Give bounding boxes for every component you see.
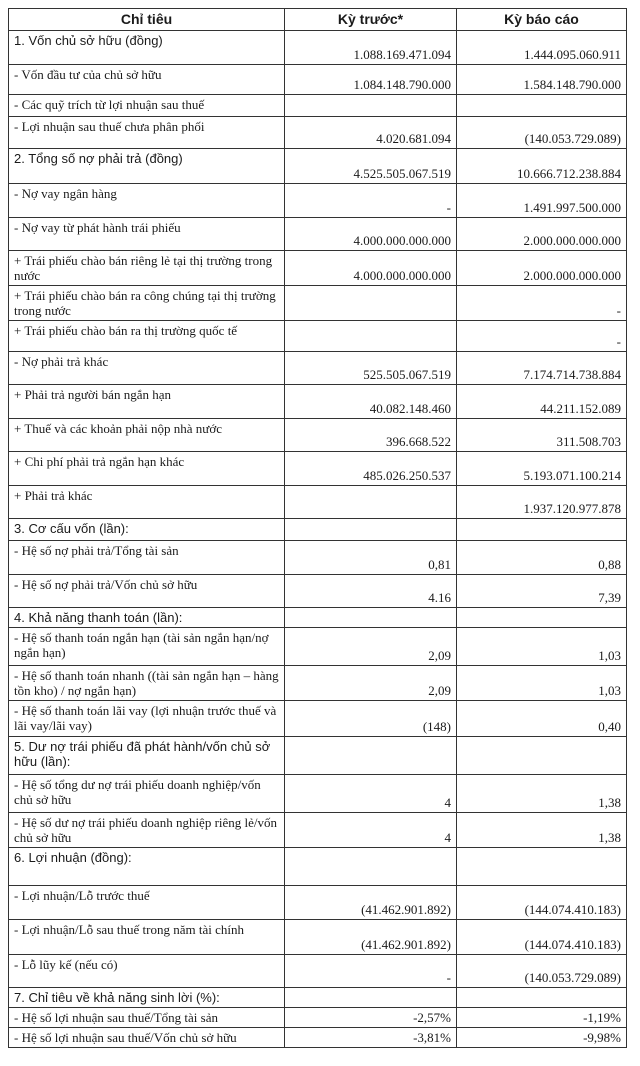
reporting-period-value: (140.053.729.089)	[457, 117, 627, 149]
reporting-period-value: -1,19%	[457, 1008, 627, 1028]
row-label: - Nợ vay ngân hàng	[9, 184, 285, 218]
row-label: - Hệ số lợi nhuận sau thuế/Vốn chủ sở hữu	[9, 1028, 285, 1048]
previous-period-value	[285, 286, 457, 321]
reporting-period-value	[457, 848, 627, 886]
reporting-period-value: 1.584.148.790.000	[457, 65, 627, 95]
section-heading: 5. Dư nợ trái phiếu đã phát hành/vốn chủ sở hữu (lần):	[9, 737, 285, 775]
previous-period-value: 0,81	[285, 541, 457, 575]
reporting-period-value: (144.074.410.183)	[457, 886, 627, 920]
row-label: - Các quỹ trích từ lợi nhuận sau thuế	[9, 95, 285, 117]
reporting-period-value: 1,03	[457, 666, 627, 701]
section-heading: 1. Vốn chủ sở hữu (đồng)	[9, 31, 285, 65]
reporting-period-value: -9,98%	[457, 1028, 627, 1048]
previous-period-value: -	[285, 184, 457, 218]
previous-period-value: 1.088.169.471.094	[285, 31, 457, 65]
previous-period-value	[285, 95, 457, 117]
header-row	[9, 9, 627, 31]
reporting-period-value: 311.508.703	[457, 419, 627, 452]
reporting-period-value: -	[457, 286, 627, 321]
row-label: - Nợ vay từ phát hành trái phiếu	[9, 218, 285, 251]
table-row	[9, 184, 627, 218]
reporting-period-value	[457, 608, 627, 628]
reporting-period-value	[457, 95, 627, 117]
previous-period-value: 4	[285, 813, 457, 848]
reporting-period-value: (140.053.729.089)	[457, 955, 627, 988]
table-row	[9, 1028, 627, 1048]
table-row	[9, 95, 627, 117]
row-label: - Lợi nhuận/Lỗ sau thuế trong năm tài chính	[9, 920, 285, 955]
table-row	[9, 321, 627, 352]
section-heading: 7. Chỉ tiêu về khả năng sinh lời (%):	[9, 988, 285, 1008]
reporting-period-value: 1.444.095.060.911	[457, 31, 627, 65]
previous-period-value	[285, 519, 457, 541]
section-row	[9, 608, 627, 628]
reporting-period-value: 7,39	[457, 575, 627, 608]
previous-period-value: 485.026.250.537	[285, 452, 457, 486]
previous-period-value: 4	[285, 775, 457, 813]
reporting-period-value: 1.937.120.977.878	[457, 486, 627, 519]
header-previous-period: Kỳ trước*	[285, 9, 457, 31]
financial-indicators-table	[8, 8, 627, 1048]
row-label: - Hệ số thanh toán lãi vay (lợi nhuận trước thuế và lãi vay/lãi vay)	[9, 701, 285, 737]
previous-period-value: 4.000.000.000.000	[285, 218, 457, 251]
row-label: + Phải trả khác	[9, 486, 285, 519]
table-row	[9, 886, 627, 920]
row-label: + Trái phiếu chào bán riêng lẻ tại thị trường trong nước	[9, 251, 285, 286]
reporting-period-value	[457, 737, 627, 775]
previous-period-value	[285, 737, 457, 775]
row-label: - Hệ số dư nợ trái phiếu doanh nghiệp riêng lẻ/vốn chủ sở hữu	[9, 813, 285, 848]
section-heading: 4. Khả năng thanh toán (lần):	[9, 608, 285, 628]
previous-period-value: (41.462.901.892)	[285, 920, 457, 955]
previous-period-value: (148)	[285, 701, 457, 737]
reporting-period-value: 0,40	[457, 701, 627, 737]
row-label: - Lỗ lũy kế (nếu có)	[9, 955, 285, 988]
previous-period-value: -2,57%	[285, 1008, 457, 1028]
row-label: - Hệ số lợi nhuận sau thuế/Tổng tài sản	[9, 1008, 285, 1028]
table-row	[9, 286, 627, 321]
previous-period-value: 4.020.681.094	[285, 117, 457, 149]
previous-period-value: -3,81%	[285, 1028, 457, 1048]
table-row	[9, 385, 627, 419]
reporting-period-value: 0,88	[457, 541, 627, 575]
reporting-period-value: 7.174.714.738.884	[457, 352, 627, 385]
reporting-period-value	[457, 988, 627, 1008]
reporting-period-value: 1.491.997.500.000	[457, 184, 627, 218]
section-row	[9, 31, 627, 65]
section-heading: 2. Tổng số nợ phải trả (đồng)	[9, 149, 285, 184]
row-label: + Trái phiếu chào bán ra thị trường quốc tế	[9, 321, 285, 352]
previous-period-value: 4.000.000.000.000	[285, 251, 457, 286]
table-row	[9, 1008, 627, 1028]
previous-period-value	[285, 321, 457, 352]
reporting-period-value: 44.211.152.089	[457, 385, 627, 419]
table-row	[9, 666, 627, 701]
section-row	[9, 988, 627, 1008]
table-row	[9, 813, 627, 848]
previous-period-value: 4.16	[285, 575, 457, 608]
section-heading: 6. Lợi nhuận (đồng):	[9, 848, 285, 886]
previous-period-value: 1.084.148.790.000	[285, 65, 457, 95]
row-label: + Thuế và các khoản phải nộp nhà nước	[9, 419, 285, 452]
row-label: - Lợi nhuận/Lỗ trước thuế	[9, 886, 285, 920]
section-row	[9, 519, 627, 541]
previous-period-value	[285, 608, 457, 628]
previous-period-value: (41.462.901.892)	[285, 886, 457, 920]
table-row	[9, 575, 627, 608]
reporting-period-value: 1,03	[457, 628, 627, 666]
previous-period-value: 525.505.067.519	[285, 352, 457, 385]
previous-period-value: 4.525.505.067.519	[285, 149, 457, 184]
reporting-period-value: 1,38	[457, 813, 627, 848]
table-row	[9, 117, 627, 149]
previous-period-value	[285, 988, 457, 1008]
table-row	[9, 218, 627, 251]
table-row	[9, 419, 627, 452]
row-label: - Hệ số tổng dư nợ trái phiếu doanh nghiệp/vốn chủ sở hữu	[9, 775, 285, 813]
previous-period-value: 2,09	[285, 666, 457, 701]
table-row	[9, 920, 627, 955]
table-row	[9, 486, 627, 519]
table-row	[9, 955, 627, 988]
reporting-period-value: 10.666.712.238.884	[457, 149, 627, 184]
previous-period-value: 40.082.148.460	[285, 385, 457, 419]
table-row	[9, 541, 627, 575]
row-label: - Nợ phải trả khác	[9, 352, 285, 385]
row-label: + Trái phiếu chào bán ra công chúng tại thị trường trong nước	[9, 286, 285, 321]
row-label: - Hệ số nợ phải trả/Vốn chủ sở hữu	[9, 575, 285, 608]
table-body	[9, 31, 627, 1048]
header-reporting-period: Kỳ báo cáo	[457, 9, 627, 31]
section-row	[9, 149, 627, 184]
row-label: + Phải trả người bán ngắn hạn	[9, 385, 285, 419]
row-label: - Lợi nhuận sau thuế chưa phân phối	[9, 117, 285, 149]
previous-period-value: -	[285, 955, 457, 988]
section-row	[9, 737, 627, 775]
reporting-period-value: 2.000.000.000.000	[457, 251, 627, 286]
table-row	[9, 701, 627, 737]
row-label: - Hệ số nợ phải trả/Tổng tài sản	[9, 541, 285, 575]
section-row	[9, 848, 627, 886]
table-row	[9, 775, 627, 813]
table-row	[9, 628, 627, 666]
previous-period-value	[285, 848, 457, 886]
section-heading: 3. Cơ cấu vốn (lần):	[9, 519, 285, 541]
reporting-period-value	[457, 519, 627, 541]
previous-period-value: 396.668.522	[285, 419, 457, 452]
reporting-period-value: 1,38	[457, 775, 627, 813]
row-label: - Vốn đầu tư của chủ sở hữu	[9, 65, 285, 95]
reporting-period-value: 2.000.000.000.000	[457, 218, 627, 251]
table-row	[9, 452, 627, 486]
previous-period-value: 2,09	[285, 628, 457, 666]
row-label: - Hệ số thanh toán nhanh ((tài sản ngắn hạn – hàng tồn kho) / nợ ngắn hạn)	[9, 666, 285, 701]
reporting-period-value: 5.193.071.100.214	[457, 452, 627, 486]
row-label: - Hệ số thanh toán ngắn hạn (tài sản ngắn hạn/nợ ngắn hạn)	[9, 628, 285, 666]
table-row	[9, 65, 627, 95]
reporting-period-value: -	[457, 321, 627, 352]
table-row	[9, 251, 627, 286]
header-indicator: Chỉ tiêu	[9, 9, 285, 31]
previous-period-value	[285, 486, 457, 519]
row-label: + Chi phí phải trả ngắn hạn khác	[9, 452, 285, 486]
reporting-period-value: (144.074.410.183)	[457, 920, 627, 955]
table-row	[9, 352, 627, 385]
